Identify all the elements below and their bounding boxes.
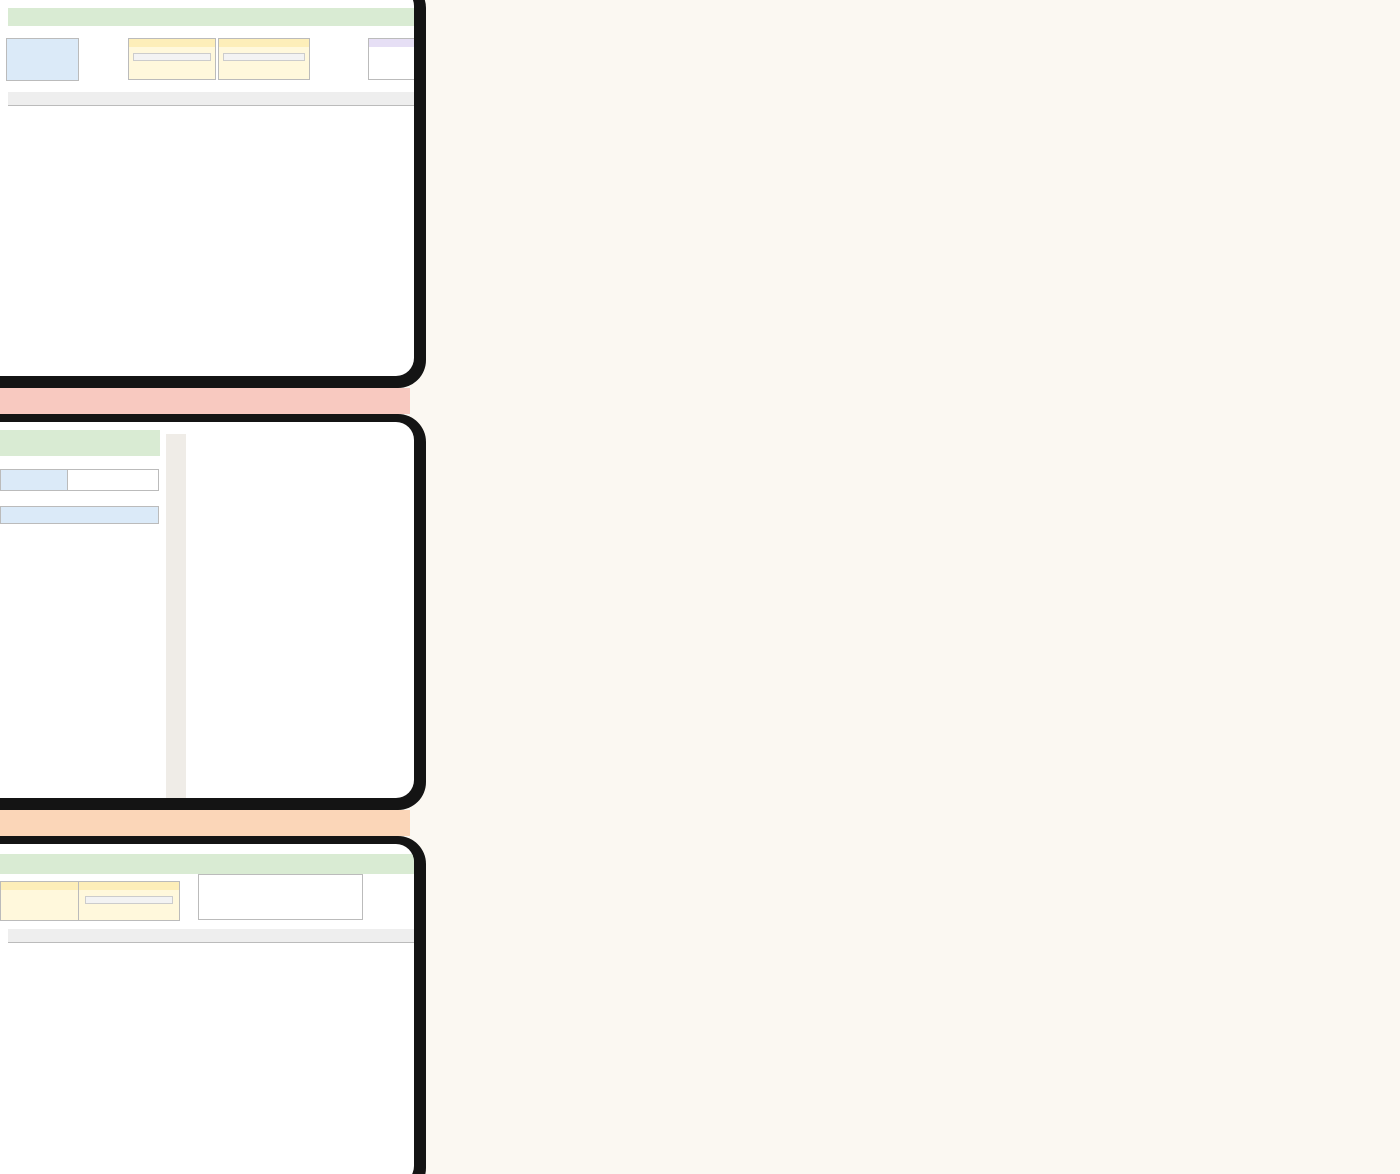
search-med-box	[128, 38, 216, 80]
category-label	[79, 882, 179, 890]
category-dropdown[interactable]	[85, 896, 173, 904]
search-med-dropdown[interactable]	[133, 53, 211, 61]
next-label	[369, 39, 414, 47]
sheet-prises	[8, 422, 414, 798]
screen-prises	[0, 422, 414, 798]
screen-pharmacie	[0, 844, 414, 1174]
week-headers	[178, 446, 414, 494]
table-header	[8, 929, 414, 943]
calendar-label	[0, 469, 68, 491]
screen-traitements	[0, 0, 414, 376]
expiry-chart-svg	[199, 875, 364, 921]
next-box	[368, 38, 414, 80]
preview-pane	[0, 0, 440, 1174]
calendar-date[interactable]	[67, 469, 159, 491]
band-peach	[0, 810, 410, 836]
search-name-dropdown[interactable]	[223, 53, 305, 61]
expiry-chart	[198, 874, 363, 920]
day-headers	[178, 506, 414, 528]
med-header	[0, 506, 159, 524]
summary-box	[6, 38, 79, 81]
sheet-traitements	[8, 0, 414, 376]
title-bar	[0, 430, 160, 456]
band-pink	[0, 388, 410, 414]
category-box	[78, 881, 180, 921]
search-name-label	[219, 39, 309, 47]
title-bar	[0, 854, 414, 874]
sheet-pharmacie	[8, 844, 414, 1174]
search-med-label	[129, 39, 215, 47]
tablet-prises	[0, 414, 426, 810]
search-name-box	[218, 38, 310, 80]
table-header	[8, 92, 414, 106]
title-bar	[8, 8, 414, 26]
tablet-traitements	[0, 0, 426, 388]
tablet-pharmacie	[0, 836, 426, 1174]
